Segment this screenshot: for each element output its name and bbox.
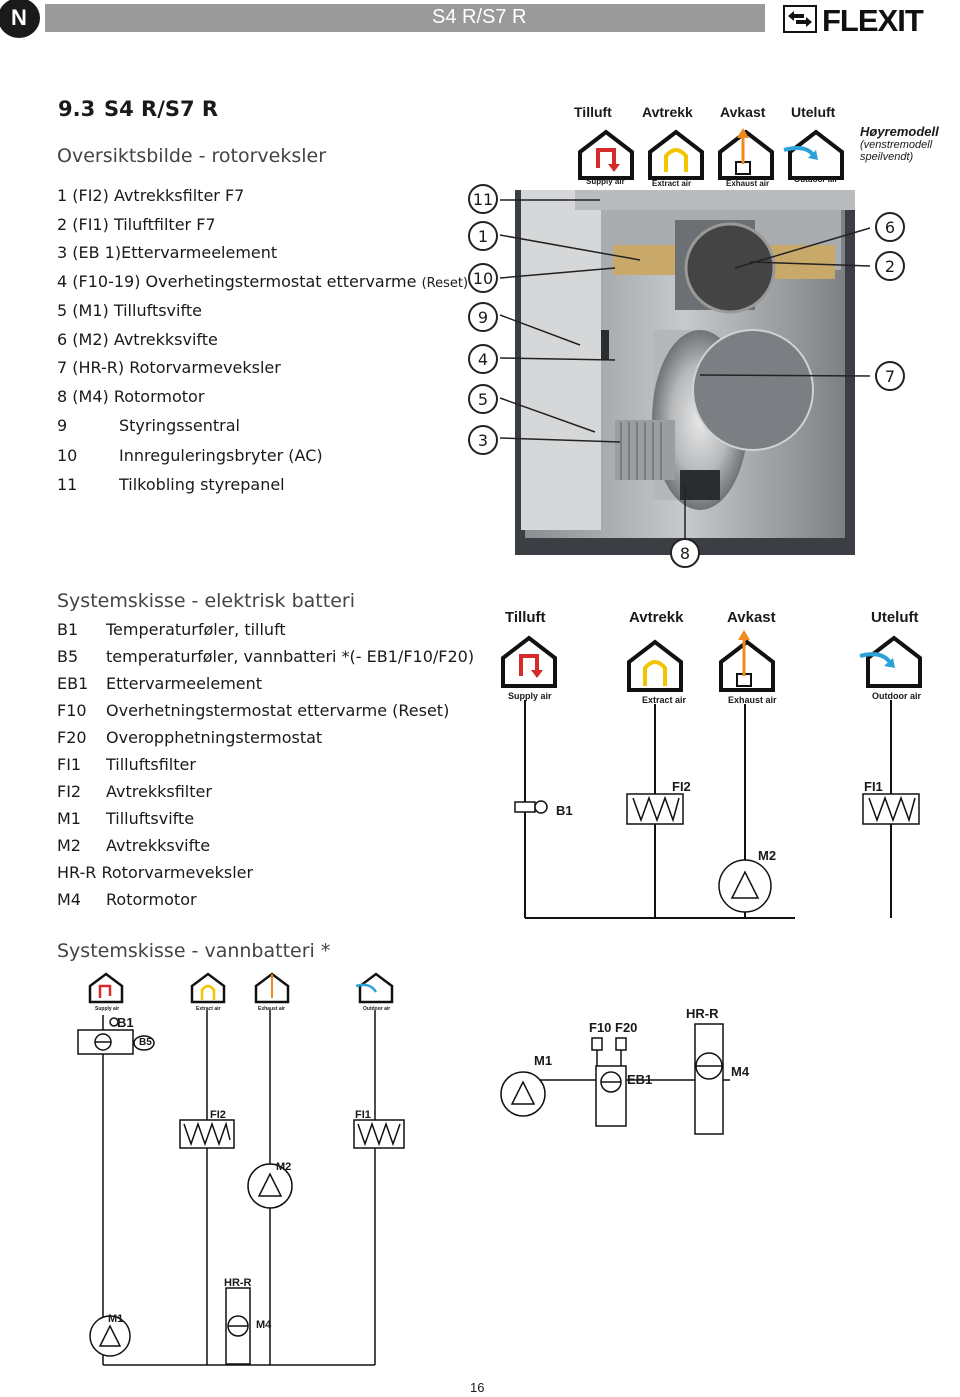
list-item: EB1 Ettervarmeelement [57,674,263,693]
m2-label: M2 [758,848,777,863]
icon-label: Exhaust air [728,695,777,705]
list-item: F10 Overhetningstermostat ettervarme (Reset) [57,701,450,720]
supply-air-icon [503,638,555,686]
electric-header-avkast: Avkast [727,609,776,626]
b5-label: B5 [139,1037,152,1048]
callout-10: 10 [468,263,498,293]
icon-label: Outdoor air [794,175,838,184]
m1-fan [501,1072,545,1116]
outdoor-air-icon [356,974,392,1002]
page-number: 16 [470,1380,485,1395]
list-item: M1 Tilluftsvifte [57,809,195,828]
header-title: S4 R/S7 R [432,6,527,28]
callout-9: 9 [468,302,498,332]
exhaust-air-icon [256,974,288,1002]
exhaust-air-icon [721,630,773,690]
supply-air-icon [580,132,632,178]
model-note: Høyremodell [860,124,939,139]
svg-text:FLEXIT: FLEXIT [822,3,923,36]
icon-label: Exhaust air [258,1006,285,1012]
callout-8: 8 [670,538,700,568]
callout-7: 7 [875,361,905,391]
fi1-label: FI1 [864,779,883,794]
list-item: 9 Styringssentral [57,416,240,435]
icon-label: Outdoor air [872,691,921,701]
language-tab: N [0,0,40,38]
section-number: 9.3 [58,97,96,121]
fi2-filter [180,1120,234,1148]
callout-2: 2 [875,251,905,281]
callout-6: 6 [875,212,905,242]
icon-label: Supply air [95,1006,120,1012]
m4-label: M4 [731,1064,750,1079]
callout-5: 5 [468,384,498,414]
list-item: HR-R Rotorvarmeveksler [57,863,254,882]
list-item: 3 (EB 1)Ettervarmeelement [57,243,278,262]
callout-lines [480,180,910,580]
photo-header-tilluft: Tilluft [574,104,612,120]
list-item: 5 (M1) Tilluftsvifte [57,301,202,320]
icon-label: Extract air [652,179,692,188]
list-item: B5 temperaturføler, vannbatteri *(- EB1/F10/F20) [57,647,475,666]
m2-fan [719,860,771,912]
fi1-filter [354,1120,404,1148]
callout-4: 4 [468,344,498,374]
m1-label: M1 [108,1313,124,1325]
list-item: F20 Overopphetningstermostat [57,728,323,747]
list-item: 8 (M4) Rotormotor [57,387,205,406]
list-item: B1 Temperaturføler, tilluft [57,620,286,639]
water-diagram [70,970,770,1375]
water-title: Systemskisse - vannbatteri * [57,940,331,962]
outdoor-air-icon [784,132,842,178]
photo-header-uteluft: Uteluft [791,104,836,120]
b1-label: B1 [117,1015,134,1030]
header-bar [45,4,765,32]
fi2-filter [627,794,683,824]
fi2-label: FI2 [672,779,691,794]
electric-header-tilluft: Tilluft [505,609,546,626]
section-title: S4 R/S7 R [104,97,219,121]
fi2-label: FI2 [210,1109,226,1121]
electric-diagram [495,628,935,928]
callout-3: 3 [468,425,498,455]
list-item: 1 (FI2) Avtrekksfilter F7 [57,186,245,205]
icon-label: Extract air [642,695,687,705]
list-item: 2 (FI1) Tiluftfilter F7 [57,215,216,234]
supply-air-icon [90,974,122,1002]
electric-header-avtrekk: Avtrekk [629,609,684,626]
hr-r-rotor [695,1024,723,1134]
icon-label: Exhaust air [726,179,770,188]
icon-label: Supply air [508,691,552,701]
f10-f20-box [592,1038,626,1126]
list-item: M4 Rotormotor [57,890,197,909]
hr-r-label: HR-R [686,1006,719,1021]
list-item: 4 (F10-19) Overhetingstermostat ettervarme (Reset) [57,272,469,291]
callout-11: 11 [468,184,498,214]
list-item: 6 (M2) Avtrekksvifte [57,330,218,349]
electric-header-uteluft: Uteluft [871,609,919,626]
icon-label: Outdoor air [363,1006,391,1012]
section-subtitle: Oversiktsbilde - rotorveksler [57,145,327,167]
list-item: FI1 Tilluftsfilter [57,755,196,774]
m1-label: M1 [534,1053,553,1068]
page-header [0,0,960,36]
electric-title: Systemskisse - elektrisk batteri [57,590,355,612]
exhaust-air-icon [720,128,772,178]
b1-sensor [78,1018,154,1054]
eb1-label: EB1 [627,1072,653,1087]
fi1-filter [863,794,919,824]
b1-label: B1 [556,803,573,818]
fi1-label: FI1 [355,1109,371,1121]
hr-r-label: HR-R [224,1277,252,1289]
callout-1: 1 [468,221,498,251]
model-note-sub: (venstremodell [860,139,933,151]
b1-sensor [515,801,547,813]
outdoor-air-icon [860,638,920,686]
icon-label: Extract air [196,1006,221,1012]
hr-r-rotor-2 [226,1288,250,1364]
list-item: M2 Avtrekksvifte [57,836,211,855]
flexit-logo [782,2,958,36]
m2-label: M2 [276,1161,292,1173]
icon-label: Supply air [586,177,625,186]
photo-header-avkast: Avkast [720,104,766,120]
extract-air-icon [192,974,224,1002]
list-item: FI2 Avtrekksfilter [57,782,212,801]
list-item: 7 (HR-R) Rotorvarmeveksler [57,358,281,377]
list-item: 10 Innreguleringsbryter (AC) [57,446,323,465]
model-note-sub: speilvendt) [860,151,914,163]
photo-header-avtrekk: Avtrekk [642,104,693,120]
extract-air-icon [650,132,702,178]
f10-f20-label: F10 F20 [589,1020,638,1035]
m4-label: M4 [256,1319,272,1331]
list-item: 11 Tilkobling styrepanel [57,475,285,494]
extract-air-icon [629,642,681,690]
